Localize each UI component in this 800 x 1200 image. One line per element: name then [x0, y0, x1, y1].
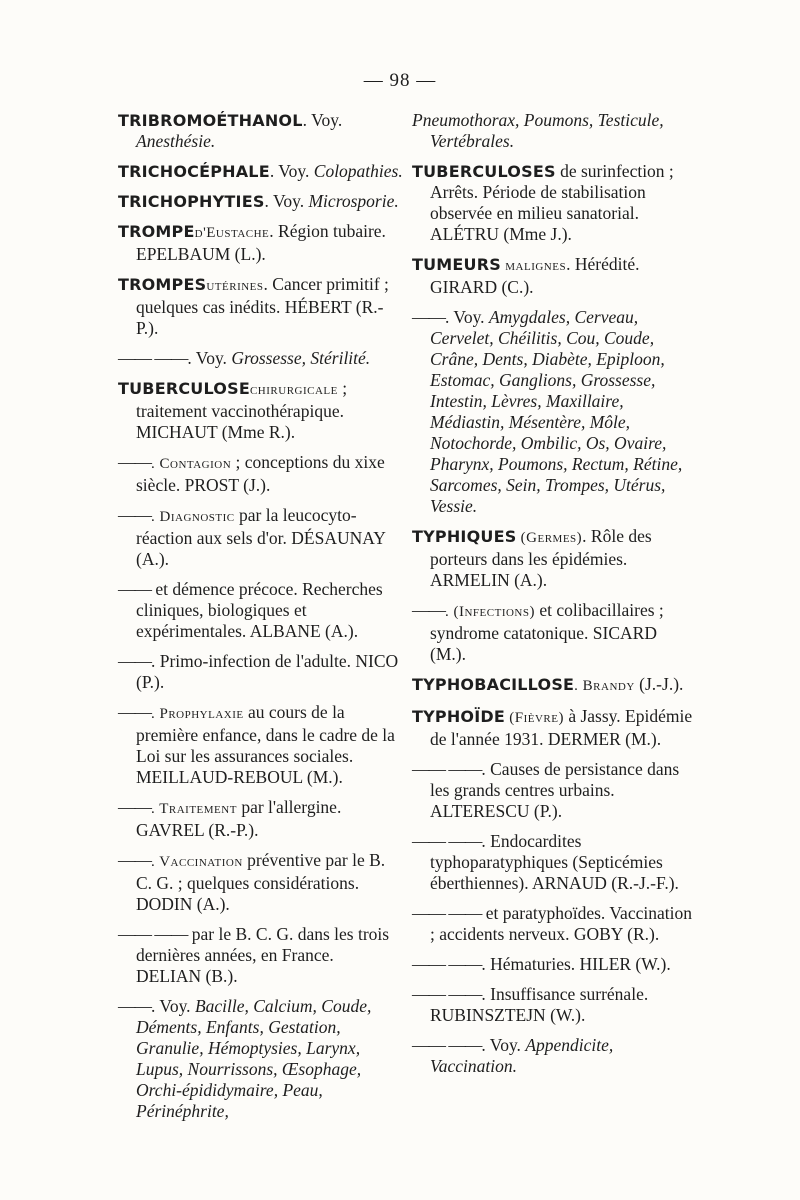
index-entry [118, 191, 403, 212]
entry-see: . Voy. [302, 110, 343, 130]
entry-qualifier: malignes [501, 258, 567, 274]
entry-text: . Primo-infection de l'adulte. NICO (P.). [136, 651, 399, 692]
entry-qualifier: . Brandy [574, 678, 635, 694]
entry-dash: —— [118, 452, 151, 472]
entry-qualifier: (Fièvre) [504, 710, 564, 726]
index-entry [118, 579, 403, 642]
entry-dash: —— [118, 996, 151, 1016]
entry-qualifier: utérines [206, 278, 264, 294]
entry-see: . Voy. [151, 996, 195, 1016]
entry-text: . Hérédité. GIRARD (C.). [430, 254, 640, 297]
index-entry [118, 651, 403, 693]
index-entry [412, 600, 697, 665]
entry-qualifier: . (Infections) [445, 604, 535, 620]
entry-text: ; traitement vaccinothérapique. MICHAUT (Mme R.). [136, 378, 348, 442]
entry-crossref: Anesthésie. [136, 131, 216, 151]
entry-heading: TRICHOPHYTIES [118, 192, 265, 211]
left-column [118, 110, 403, 1131]
entry-see: . Voy. [187, 348, 232, 368]
entry-dash: —— [412, 600, 445, 620]
index-entry [118, 161, 403, 182]
entry-crossref: Microsporie. [308, 191, 399, 211]
index-entry [118, 378, 403, 443]
entry-text: et colibacillaires ; syndrome catatonique. SICARD (M.). [430, 600, 664, 664]
index-entry [118, 274, 403, 339]
entry-see: . Voy. [481, 1035, 526, 1055]
entry-heading: TUBERCULOSE [118, 379, 250, 398]
entry-crossref: Pneumothorax, Poumons, Testicule, Vertébrales. [412, 110, 664, 151]
index-entry [118, 996, 403, 1122]
index-entry [412, 954, 697, 975]
entry-text: (J.-J.). [634, 674, 684, 694]
entry-qualifier: . Diagnostic [151, 509, 235, 525]
entry-qualifier: . Prophylaxie [151, 706, 244, 722]
entry-crossref: Colopathies. [313, 161, 403, 181]
entry-dash: —— [118, 702, 151, 722]
index-entry [412, 307, 697, 517]
index-entry [118, 221, 403, 265]
entry-dash: —— —— [412, 984, 482, 1004]
entry-heading: TUBERCULOSES [412, 162, 556, 181]
index-entry [412, 161, 697, 245]
index-entry [412, 254, 697, 298]
entry-see: . Voy. [269, 161, 314, 181]
entry-dash: —— [412, 307, 445, 327]
entry-text: et démence précoce. Recherches cliniques, biologiques et expérimentales. ALBANE (A.). [136, 579, 383, 641]
index-entry [412, 110, 697, 152]
index-entry [412, 674, 697, 697]
entry-dash: —— —— [412, 831, 482, 851]
entry-text: . Hématuries. HILER (W.). [481, 954, 671, 974]
entry-text: de surinfection ; Arrêts. Période de stabilisation observée en milieu sanatorial. ALÉTRU (Mme J.). [430, 161, 674, 244]
entry-heading: TROMPES [118, 275, 207, 294]
index-entry [412, 1035, 697, 1077]
entry-heading: TRICHOCÉPHALE [118, 162, 270, 181]
entry-dash: —— —— [118, 348, 188, 368]
index-entry [412, 903, 697, 945]
entry-dash: —— —— [412, 903, 482, 923]
entry-text: par la leucocyto-réaction aux sels d'or. DÉSAUNAY (A.). [136, 505, 386, 569]
entry-text: par le B. C. G. dans les trois dernières années, en France. DELIAN (B.). [136, 924, 390, 986]
entry-text: . Causes de persistance dans les grands centres urbains. ALTERESCU (P.). [430, 759, 680, 821]
entry-text: par l'allergine. GAVREL (R.-P.). [136, 797, 342, 840]
index-entry [412, 706, 697, 750]
entry-qualifier: (Germes) [516, 530, 583, 546]
index-entry [118, 850, 403, 915]
index-entry [118, 452, 403, 496]
entry-dash: —— [118, 850, 151, 870]
entry-dash: —— —— [412, 1035, 482, 1055]
entry-heading: TYPHOBACILLOSE [412, 675, 575, 694]
entry-qualifier: d'Eustache [194, 225, 270, 241]
entry-heading: TYPHIQUES [412, 527, 517, 546]
entry-qualifier: . Vaccination [151, 854, 243, 870]
page-number: — 98 — [363, 70, 437, 91]
entry-dash: —— [118, 505, 151, 525]
entry-text: à Jassy. Epidémie de l'année 1931. DERMER (M.). [430, 706, 693, 749]
entry-heading: TUMEURS [412, 255, 501, 274]
entry-dash: —— [118, 797, 151, 817]
entry-dash: —— [118, 651, 151, 671]
index-entry [118, 348, 403, 369]
entry-crossref: Grossesse, Stérilité. [231, 348, 371, 368]
entry-qualifier: chirurgicale [249, 382, 338, 398]
entry-qualifier: . Traitement [151, 801, 237, 817]
entry-text: . Rôle des porteurs dans les épidémies. ARMELIN (A.). [430, 526, 652, 590]
entry-text: au cours de la première enfance, dans le cadre de la Loi sur les assurances sociales. MEILLAUD-REBOUL (M.). [136, 702, 395, 787]
entry-see: . Voy. [445, 307, 489, 327]
index-entry [412, 831, 697, 894]
entry-dash: —— —— [412, 759, 482, 779]
entry-dash: —— —— [118, 924, 188, 944]
entry-qualifier: . Contagion [151, 456, 232, 472]
entry-heading: TYPHOÏDE [412, 707, 505, 726]
index-entry [118, 797, 403, 841]
entry-crossref: Bacille, Calcium, Coude, Déments, Enfants, Gestation, Granulie, Hémoptysies, Larynx, Lupus, Nourrissons, Œsophage, Orchi-épididymaire, Peau, Périnéphrite, [136, 996, 372, 1121]
entry-text: . Insuffisance surrénale. RUBINSZTEJN (W.). [430, 984, 649, 1025]
entry-dash: —— —— [412, 954, 482, 974]
index-entry [118, 702, 403, 788]
entry-text: . Cancer primitif ; quelques cas inédits. HÉBERT (R.-P.). [136, 274, 389, 338]
index-entry [412, 526, 697, 591]
entry-dash: —— [118, 579, 151, 599]
index-entry [412, 759, 697, 822]
index-entry [118, 110, 403, 152]
right-column [412, 110, 697, 1086]
entry-text: . Endocardites typhoparatyphiques (Septicémies éberthiennes). ARNAUD (R.-J.-F.). [430, 831, 679, 893]
entry-heading: TRIBROMOÉTHANOL [118, 111, 303, 130]
entry-heading: TROMPE [118, 222, 195, 241]
index-entry [412, 984, 697, 1026]
index-entry [118, 924, 403, 987]
entry-text: ; conceptions du xixe siècle. PROST (J.). [136, 452, 385, 495]
entry-crossref: Amygdales, Cerveau, Cervelet, Chéilitis, Cou, Coude, Crâne, Dents, Diabète, Epiploon, Estomac, Ganglions, Grossesse, Intestin, Lèvres, Maxillaire, Médiastin, Mésentère, Môle, Notochorde, Ombilic, Os, Ovaire, Pharynx, Poumons, Rectum, Rétine, Sarcomes, Sein, Trompes, Utérus, Vessie. [430, 307, 683, 516]
entry-crossref: Appendicite, Vaccination. [430, 1035, 614, 1076]
entry-text: et paratyphoïdes. Vaccination ; accidents nerveux. GOBY (R.). [430, 903, 692, 944]
entry-text: . Région tubaire. EPELBAUM (L.). [136, 221, 386, 264]
entry-text: préventive par le B. C. G. ; quelques considérations. DODIN (A.). [136, 850, 386, 914]
index-entry [118, 505, 403, 570]
entry-see: . Voy. [264, 191, 309, 211]
